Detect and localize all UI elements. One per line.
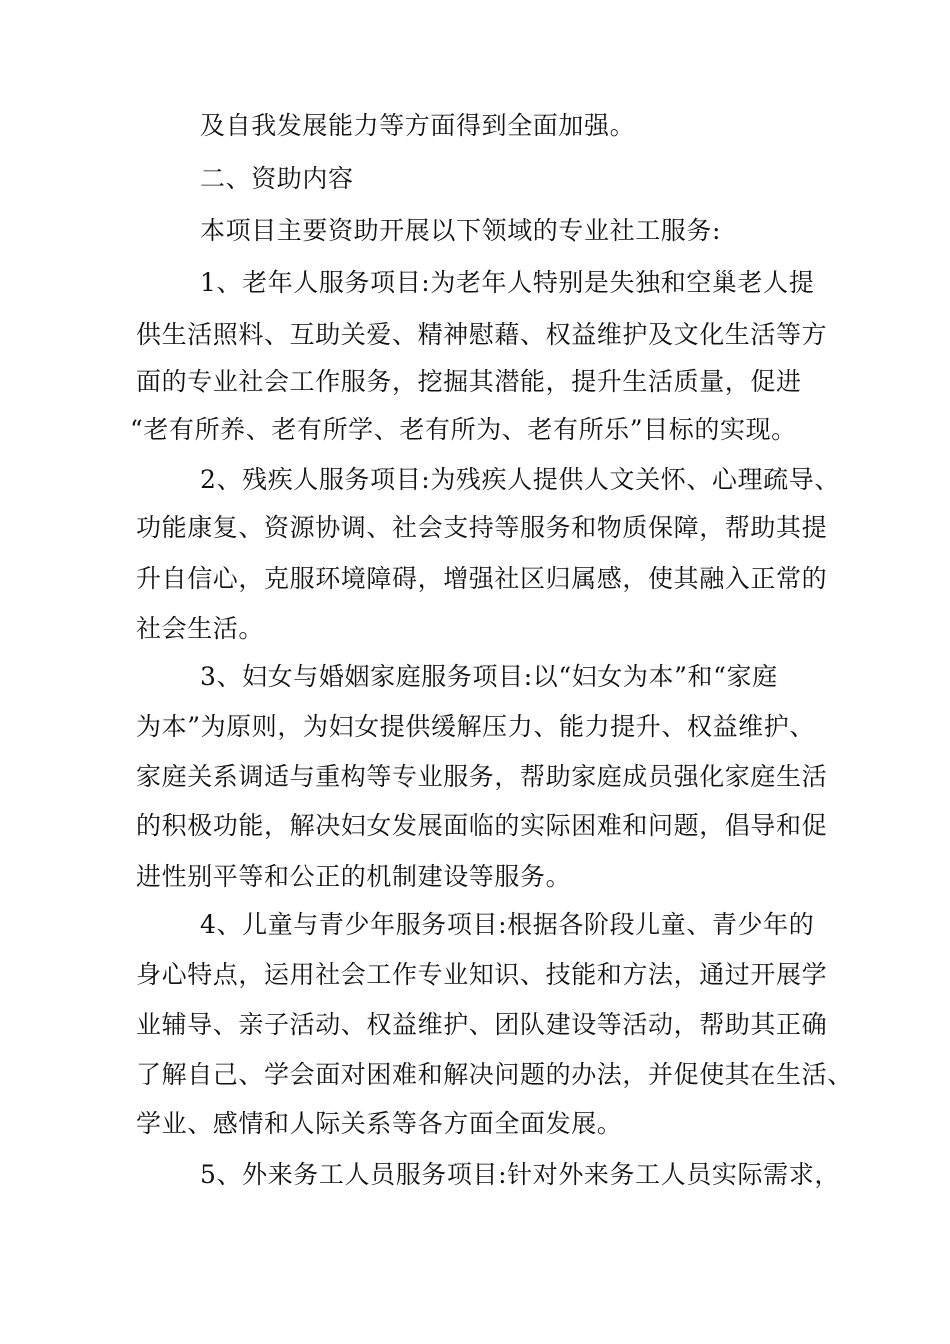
text-line: 2、残疾人服务项目:为残疾人提供人文关怀、心理疏导、 [200,465,840,494]
text-line: 及自我发展能力等方面得到全面加强。 [200,111,636,140]
text-line: 进性别平等和公正的机制建设等服务。 [136,862,572,891]
text-line: 学业、感情和人际关系等各方面全面发展。 [136,1109,623,1138]
text-line: 升自信心，克服环境障碍，增强社区归属感，使其融入正常的 [136,564,828,593]
text-line: 3、妇女与婚姻家庭服务项目:以“妇女为本”和“家庭 [200,662,778,691]
text-line: 的积极功能，解决妇女发展面临的实际困难和问题，倡导和促 [136,811,828,840]
section-heading: 二、资助内容 [200,164,354,193]
text-line: 本项目主要资助开展以下领域的专业社工服务: [200,216,722,245]
text-line: 功能康复、资源协调、社会支持等服务和物质保障，帮助其提 [136,513,828,542]
text-line: 身心特点，运用社会工作专业知识、技能和方法，通过开展学 [136,960,828,989]
text-line: “老有所养、老有所学、老有所为、老有所乐”目标的实现。 [130,415,797,444]
text-line: 5、外来务工人员服务项目:针对外来务工人员实际需求， [200,1160,840,1189]
text-line: 1、老年人服务项目:为老年人特别是失独和空巢老人提 [200,268,815,297]
text-line: 供生活照料、互助关爱、精神慰藉、权益维护及文化生活等方 [136,320,828,349]
text-line: 4、儿童与青少年服务项目:根据各阶段儿童、青少年的 [200,910,815,939]
text-line: 了解自己、学会面对困难和解决问题的办法，并促使其在生活、 [136,1060,853,1089]
text-line: 为本”为原则，为妇女提供缓解压力、能力提升、权益维护、 [136,712,815,741]
text-line: 社会生活。 [136,614,265,643]
text-line: 业辅导、亲子活动、权益维护、团队建设等活动，帮助其正确 [136,1010,828,1039]
text-line: 家庭关系调适与重构等专业服务，帮助家庭成员强化家庭生活 [136,762,828,791]
text-line: 面的专业社会工作服务，挖掘其潜能，提升生活质量，促进 [136,367,802,396]
